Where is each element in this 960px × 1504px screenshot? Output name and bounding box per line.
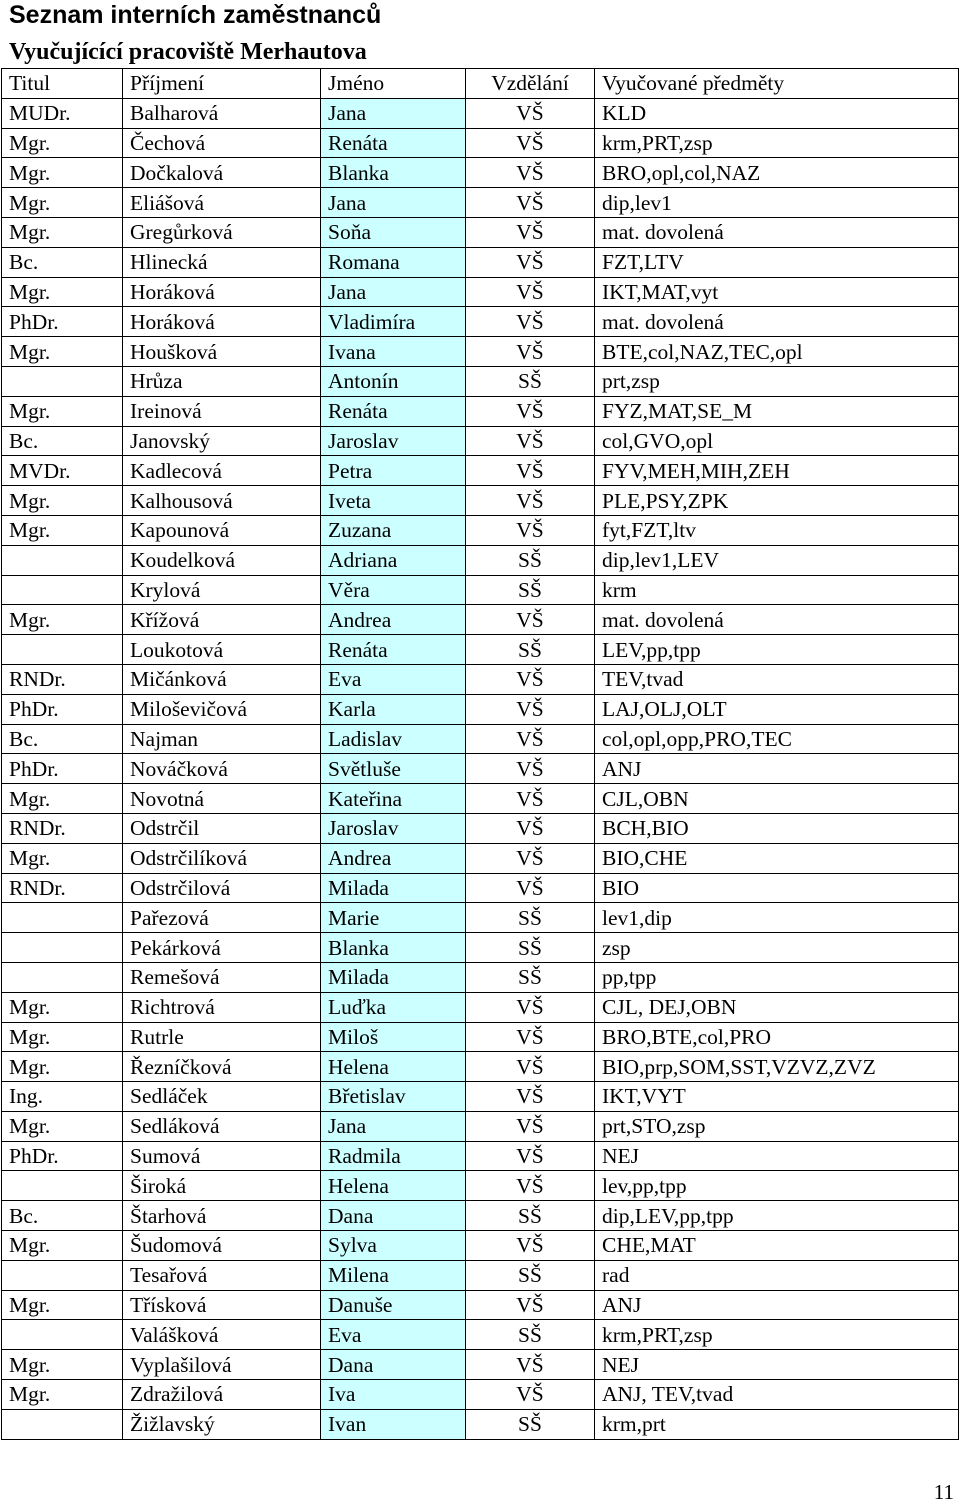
cell-prijmeni: Houšková <box>123 337 321 367</box>
table-row <box>2 754 959 784</box>
cell-jmeno: Miloš <box>321 1022 466 1052</box>
cell-predmety: BCH,BIO <box>595 813 959 843</box>
cell-prijmeni: Štarhová <box>123 1201 321 1231</box>
cell-titul: Mgr. <box>2 158 123 188</box>
table-row <box>2 486 959 516</box>
cell-vzdelani: SŠ <box>466 1320 595 1350</box>
page-title: Seznam interních zaměstnanců <box>9 1 382 29</box>
cell-predmety: col,opl,opp,PRO,TEC <box>595 724 959 754</box>
cell-titul: Mgr. <box>2 277 123 307</box>
cell-prijmeni: Žižlavský <box>123 1409 321 1439</box>
cell-vzdelani: VŠ <box>466 605 595 635</box>
table-header-row <box>2 69 959 99</box>
cell-jmeno: Vladimíra <box>321 307 466 337</box>
table-row <box>2 724 959 754</box>
cell-titul: MUDr. <box>2 98 123 128</box>
cell-jmeno: Soňa <box>321 217 466 247</box>
cell-jmeno: Věra <box>321 575 466 605</box>
cell-prijmeni: Odstrčilová <box>123 873 321 903</box>
cell-vzdelani: VŠ <box>466 277 595 307</box>
table-row <box>2 396 959 426</box>
table-row <box>2 664 959 694</box>
cell-predmety: NEJ <box>595 1350 959 1380</box>
cell-vzdelani: VŠ <box>466 784 595 814</box>
cell-titul: PhDr. <box>2 307 123 337</box>
cell-vzdelani: SŠ <box>466 1201 595 1231</box>
cell-prijmeni: Tesařová <box>123 1260 321 1290</box>
cell-vzdelani: VŠ <box>466 426 595 456</box>
table-row <box>2 605 959 635</box>
table-row <box>2 188 959 218</box>
cell-jmeno: Helena <box>321 1171 466 1201</box>
cell-prijmeni: Odstrčil <box>123 813 321 843</box>
cell-titul: Mgr. <box>2 1231 123 1261</box>
cell-vzdelani: SŠ <box>466 1260 595 1290</box>
header-titul: Titul <box>2 69 123 99</box>
cell-titul: MVDr. <box>2 456 123 486</box>
cell-vzdelani: SŠ <box>466 1409 595 1439</box>
cell-jmeno: Jana <box>321 1111 466 1141</box>
cell-vzdelani: SŠ <box>466 575 595 605</box>
cell-vzdelani: VŠ <box>466 1052 595 1082</box>
cell-prijmeni: Pařezová <box>123 903 321 933</box>
cell-prijmeni: Sedláček <box>123 1082 321 1112</box>
cell-vzdelani: VŠ <box>466 664 595 694</box>
cell-prijmeni: Koudelková <box>123 545 321 575</box>
cell-titul: Mgr. <box>2 128 123 158</box>
table-row <box>2 1022 959 1052</box>
cell-titul: RNDr. <box>2 813 123 843</box>
table-row <box>2 1260 959 1290</box>
cell-vzdelani: VŠ <box>466 873 595 903</box>
cell-jmeno: Helena <box>321 1052 466 1082</box>
page-number: 11 <box>933 1480 954 1504</box>
cell-titul <box>2 545 123 575</box>
cell-predmety: PLE,PSY,ZPK <box>595 486 959 516</box>
cell-titul: Mgr. <box>2 1111 123 1141</box>
cell-predmety: LAJ,OLJ,OLT <box>595 694 959 724</box>
table-row <box>2 1111 959 1141</box>
cell-prijmeni: Kalhousová <box>123 486 321 516</box>
cell-prijmeni: Šudomová <box>123 1231 321 1261</box>
cell-prijmeni: Kadlecová <box>123 456 321 486</box>
cell-prijmeni: Rutrle <box>123 1022 321 1052</box>
cell-prijmeni: Pekárková <box>123 933 321 963</box>
cell-jmeno: Eva <box>321 1320 466 1350</box>
cell-vzdelani: VŠ <box>466 515 595 545</box>
cell-jmeno: Jaroslav <box>321 426 466 456</box>
cell-titul: Mgr. <box>2 1350 123 1380</box>
cell-vzdelani: VŠ <box>466 396 595 426</box>
cell-prijmeni: Najman <box>123 724 321 754</box>
cell-vzdelani: SŠ <box>466 635 595 665</box>
cell-prijmeni: Třísková <box>123 1290 321 1320</box>
cell-jmeno: Andrea <box>321 843 466 873</box>
cell-titul: PhDr. <box>2 694 123 724</box>
cell-prijmeni: Vyplašilová <box>123 1350 321 1380</box>
cell-jmeno: Ivan <box>321 1409 466 1439</box>
cell-jmeno: Blanka <box>321 158 466 188</box>
cell-titul: RNDr. <box>2 873 123 903</box>
table-row <box>2 128 959 158</box>
cell-predmety: FZT,LTV <box>595 247 959 277</box>
cell-jmeno: Radmila <box>321 1141 466 1171</box>
cell-titul: Mgr. <box>2 515 123 545</box>
cell-prijmeni: Miloševičová <box>123 694 321 724</box>
cell-titul: Mgr. <box>2 188 123 218</box>
cell-predmety: CJL,OBN <box>595 784 959 814</box>
table-row <box>2 247 959 277</box>
cell-prijmeni: Gregůrková <box>123 217 321 247</box>
table-row <box>2 426 959 456</box>
cell-vzdelani: VŠ <box>466 158 595 188</box>
cell-jmeno: Karla <box>321 694 466 724</box>
cell-prijmeni: Richtrová <box>123 992 321 1022</box>
cell-predmety: LEV,pp,tpp <box>595 635 959 665</box>
cell-titul: PhDr. <box>2 1141 123 1171</box>
cell-titul: Mgr. <box>2 486 123 516</box>
cell-jmeno: Dana <box>321 1350 466 1380</box>
table-row <box>2 1201 959 1231</box>
header-predmety: Vyučované předměty <box>595 69 959 99</box>
cell-titul <box>2 1260 123 1290</box>
cell-titul: Mgr. <box>2 1290 123 1320</box>
table-row <box>2 515 959 545</box>
cell-prijmeni: Kapounová <box>123 515 321 545</box>
cell-prijmeni: Balharová <box>123 98 321 128</box>
table-row <box>2 992 959 1022</box>
cell-predmety: BRO,opl,col,NAZ <box>595 158 959 188</box>
cell-prijmeni: Novotná <box>123 784 321 814</box>
table-row <box>2 98 959 128</box>
cell-vzdelani: VŠ <box>466 1141 595 1171</box>
cell-vzdelani: VŠ <box>466 1111 595 1141</box>
cell-prijmeni: Mičánková <box>123 664 321 694</box>
cell-prijmeni: Valášková <box>123 1320 321 1350</box>
cell-vzdelani: VŠ <box>466 247 595 277</box>
cell-vzdelani: SŠ <box>466 903 595 933</box>
cell-jmeno: Renáta <box>321 128 466 158</box>
cell-jmeno: Romana <box>321 247 466 277</box>
cell-jmeno: Danuše <box>321 1290 466 1320</box>
cell-predmety: pp,tpp <box>595 962 959 992</box>
cell-prijmeni: Loukotová <box>123 635 321 665</box>
cell-prijmeni: Řezníčková <box>123 1052 321 1082</box>
cell-predmety: BIO,prp,SOM,SST,VZVZ,ZVZ <box>595 1052 959 1082</box>
cell-titul: Mgr. <box>2 992 123 1022</box>
cell-predmety: col,GVO,opl <box>595 426 959 456</box>
cell-titul: Mgr. <box>2 337 123 367</box>
cell-predmety: mat. dovolená <box>595 217 959 247</box>
cell-jmeno: Světluše <box>321 754 466 784</box>
table-row <box>2 1409 959 1439</box>
cell-predmety: CHE,MAT <box>595 1231 959 1261</box>
cell-jmeno: Jana <box>321 98 466 128</box>
cell-titul: PhDr. <box>2 754 123 784</box>
cell-predmety: CJL, DEJ,OBN <box>595 992 959 1022</box>
header-prijmeni: Příjmení <box>123 69 321 99</box>
cell-predmety: FYV,MEH,MIH,ZEH <box>595 456 959 486</box>
staff-table <box>1 68 959 1440</box>
cell-vzdelani: VŠ <box>466 1022 595 1052</box>
cell-jmeno: Blanka <box>321 933 466 963</box>
cell-predmety: lev1,dip <box>595 903 959 933</box>
cell-prijmeni: Sedláková <box>123 1111 321 1141</box>
cell-prijmeni: Ireinová <box>123 396 321 426</box>
cell-titul: Mgr. <box>2 1052 123 1082</box>
cell-predmety: krm,PRT,zsp <box>595 1320 959 1350</box>
cell-vzdelani: VŠ <box>466 1171 595 1201</box>
page-subtitle: Vyučujícící pracoviště Merhautova <box>9 39 367 65</box>
cell-jmeno: Dana <box>321 1201 466 1231</box>
cell-predmety: lev,pp,tpp <box>595 1171 959 1201</box>
cell-predmety: prt,zsp <box>595 366 959 396</box>
cell-titul: Mgr. <box>2 1380 123 1410</box>
cell-titul <box>2 1171 123 1201</box>
cell-titul: Bc. <box>2 426 123 456</box>
cell-vzdelani: VŠ <box>466 188 595 218</box>
cell-vzdelani: VŠ <box>466 843 595 873</box>
header-jmeno: Jméno <box>321 69 466 99</box>
cell-predmety: fyt,FZT,ltv <box>595 515 959 545</box>
table-row <box>2 1171 959 1201</box>
cell-prijmeni: Horáková <box>123 277 321 307</box>
cell-titul <box>2 635 123 665</box>
table-row <box>2 694 959 724</box>
table-row <box>2 545 959 575</box>
cell-jmeno: Jaroslav <box>321 813 466 843</box>
table-row <box>2 1350 959 1380</box>
cell-vzdelani: SŠ <box>466 545 595 575</box>
cell-jmeno: Adriana <box>321 545 466 575</box>
cell-prijmeni: Horáková <box>123 307 321 337</box>
cell-jmeno: Ivana <box>321 337 466 367</box>
cell-vzdelani: SŠ <box>466 366 595 396</box>
cell-titul <box>2 903 123 933</box>
cell-jmeno: Milada <box>321 873 466 903</box>
cell-titul <box>2 1409 123 1439</box>
cell-prijmeni: Eliášová <box>123 188 321 218</box>
cell-jmeno: Sylva <box>321 1231 466 1261</box>
cell-predmety: dip,lev1,LEV <box>595 545 959 575</box>
header-vzdelani: Vzdělání <box>466 69 595 99</box>
cell-jmeno: Marie <box>321 903 466 933</box>
cell-titul: Mgr. <box>2 605 123 635</box>
table-row <box>2 903 959 933</box>
cell-jmeno: Jana <box>321 188 466 218</box>
cell-predmety: ANJ <box>595 754 959 784</box>
cell-prijmeni: Hlinecká <box>123 247 321 277</box>
cell-jmeno: Milena <box>321 1260 466 1290</box>
cell-jmeno: Břetislav <box>321 1082 466 1112</box>
cell-vzdelani: VŠ <box>466 1350 595 1380</box>
cell-titul: Mgr. <box>2 1022 123 1052</box>
table-row <box>2 784 959 814</box>
table-row <box>2 158 959 188</box>
cell-predmety: ANJ <box>595 1290 959 1320</box>
cell-vzdelani: VŠ <box>466 1231 595 1261</box>
cell-prijmeni: Čechová <box>123 128 321 158</box>
cell-prijmeni: Nováčková <box>123 754 321 784</box>
cell-titul: RNDr. <box>2 664 123 694</box>
cell-predmety: dip,lev1 <box>595 188 959 218</box>
table-row <box>2 337 959 367</box>
cell-predmety: krm,PRT,zsp <box>595 128 959 158</box>
table-row <box>2 1052 959 1082</box>
cell-jmeno: Antonín <box>321 366 466 396</box>
cell-titul: Mgr. <box>2 784 123 814</box>
staff-table-body <box>2 69 959 1440</box>
cell-prijmeni: Sumová <box>123 1141 321 1171</box>
cell-predmety: IKT,VYT <box>595 1082 959 1112</box>
cell-vzdelani: SŠ <box>466 933 595 963</box>
cell-jmeno: Milada <box>321 962 466 992</box>
cell-prijmeni: Široká <box>123 1171 321 1201</box>
table-row <box>2 1141 959 1171</box>
cell-jmeno: Renáta <box>321 396 466 426</box>
cell-titul: Mgr. <box>2 843 123 873</box>
cell-jmeno: Iveta <box>321 486 466 516</box>
table-row <box>2 843 959 873</box>
cell-predmety: rad <box>595 1260 959 1290</box>
cell-vzdelani: VŠ <box>466 992 595 1022</box>
cell-vzdelani: VŠ <box>466 1290 595 1320</box>
table-row <box>2 873 959 903</box>
cell-vzdelani: VŠ <box>466 456 595 486</box>
cell-jmeno: Iva <box>321 1380 466 1410</box>
cell-predmety: KLD <box>595 98 959 128</box>
cell-jmeno: Eva <box>321 664 466 694</box>
cell-jmeno: Renáta <box>321 635 466 665</box>
cell-titul <box>2 575 123 605</box>
cell-titul <box>2 933 123 963</box>
table-row <box>2 1320 959 1350</box>
cell-vzdelani: VŠ <box>466 307 595 337</box>
table-row <box>2 1380 959 1410</box>
cell-predmety: dip,LEV,pp,tpp <box>595 1201 959 1231</box>
cell-titul: Bc. <box>2 1201 123 1231</box>
table-row <box>2 575 959 605</box>
cell-predmety: krm <box>595 575 959 605</box>
table-row <box>2 277 959 307</box>
cell-titul <box>2 1320 123 1350</box>
cell-prijmeni: Hrůza <box>123 366 321 396</box>
table-row <box>2 1082 959 1112</box>
cell-titul: Mgr. <box>2 396 123 426</box>
table-row <box>2 962 959 992</box>
cell-vzdelani: VŠ <box>466 486 595 516</box>
cell-titul: Mgr. <box>2 217 123 247</box>
cell-predmety: BRO,BTE,col,PRO <box>595 1022 959 1052</box>
table-row <box>2 813 959 843</box>
table-row <box>2 456 959 486</box>
cell-prijmeni: Zdražilová <box>123 1380 321 1410</box>
cell-prijmeni: Křížová <box>123 605 321 635</box>
table-row <box>2 307 959 337</box>
cell-vzdelani: VŠ <box>466 754 595 784</box>
cell-vzdelani: VŠ <box>466 1380 595 1410</box>
cell-titul: Bc. <box>2 247 123 277</box>
table-row <box>2 1290 959 1320</box>
cell-predmety: BTE,col,NAZ,TEC,opl <box>595 337 959 367</box>
cell-predmety: NEJ <box>595 1141 959 1171</box>
cell-titul: Bc. <box>2 724 123 754</box>
cell-jmeno: Luďka <box>321 992 466 1022</box>
cell-vzdelani: VŠ <box>466 128 595 158</box>
cell-predmety: zsp <box>595 933 959 963</box>
cell-jmeno: Jana <box>321 277 466 307</box>
cell-vzdelani: VŠ <box>466 694 595 724</box>
cell-predmety: mat. dovolená <box>595 605 959 635</box>
cell-titul: Ing. <box>2 1082 123 1112</box>
cell-jmeno: Andrea <box>321 605 466 635</box>
cell-vzdelani: VŠ <box>466 98 595 128</box>
table-row <box>2 635 959 665</box>
cell-prijmeni: Krylová <box>123 575 321 605</box>
table-row <box>2 1231 959 1261</box>
table-row <box>2 217 959 247</box>
cell-titul <box>2 366 123 396</box>
table-row <box>2 366 959 396</box>
cell-vzdelani: SŠ <box>466 962 595 992</box>
table-row <box>2 933 959 963</box>
cell-prijmeni: Odstrčilíková <box>123 843 321 873</box>
cell-predmety: TEV,tvad <box>595 664 959 694</box>
cell-predmety: FYZ,MAT,SE_M <box>595 396 959 426</box>
cell-prijmeni: Janovský <box>123 426 321 456</box>
cell-jmeno: Zuzana <box>321 515 466 545</box>
cell-vzdelani: VŠ <box>466 813 595 843</box>
cell-vzdelani: VŠ <box>466 724 595 754</box>
cell-predmety: BIO <box>595 873 959 903</box>
cell-jmeno: Ladislav <box>321 724 466 754</box>
cell-predmety: ANJ, TEV,tvad <box>595 1380 959 1410</box>
cell-predmety: BIO,CHE <box>595 843 959 873</box>
cell-predmety: prt,STO,zsp <box>595 1111 959 1141</box>
cell-titul <box>2 962 123 992</box>
cell-prijmeni: Remešová <box>123 962 321 992</box>
cell-prijmeni: Dočkalová <box>123 158 321 188</box>
cell-predmety: IKT,MAT,vyt <box>595 277 959 307</box>
cell-vzdelani: VŠ <box>466 1082 595 1112</box>
cell-vzdelani: VŠ <box>466 337 595 367</box>
cell-jmeno: Petra <box>321 456 466 486</box>
cell-predmety: krm,prt <box>595 1409 959 1439</box>
cell-jmeno: Kateřina <box>321 784 466 814</box>
cell-predmety: mat. dovolená <box>595 307 959 337</box>
cell-vzdelani: VŠ <box>466 217 595 247</box>
